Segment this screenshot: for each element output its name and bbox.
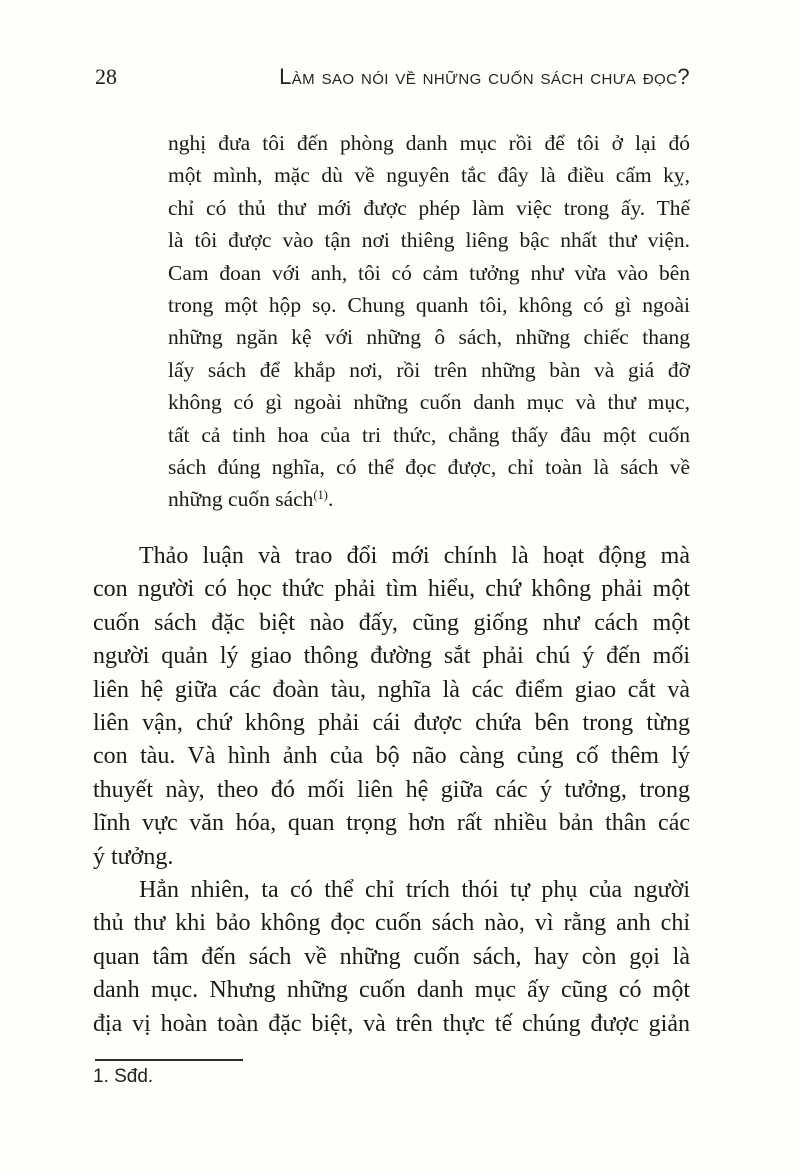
text-line: lĩnh vực văn hóa, quan trọng hơn rất nhiều bản thân các [93,810,690,837]
footnote-ref-marker: (1) [313,488,328,503]
text-line: liên vận, chứ không phải cái được chứa bên trong từng [93,710,690,737]
footnote [93,1066,153,1088]
text-line: Thảo luận và trao đổi mới chính là hoạt động mà [139,543,690,569]
text-line: chỉ có thủ thư mới được phép làm việc trong ấy. Thế [168,195,690,220]
text-line: người quản lý giao thông đường sắt phải chú ý đến mối [93,643,690,670]
text-line: nghị đưa tôi đến phòng danh mục rồi để tôi ở lại đó [168,131,690,155]
paragraph-discussion [93,540,690,874]
text-line: lấy sách để khắp nơi, rồi trên những bàn và giá đỡ [168,357,690,382]
paragraph-librarian [93,874,690,1041]
text-line: thuyết này, theo đó mối liên hệ giữa các ý tưởng, trong [93,776,690,803]
block-quote [168,127,690,516]
quote-last-line [168,483,690,515]
text-line: quan tâm đến sách về những cuốn sách, hay còn gọi là [93,943,690,970]
text-line: Cam đoan với anh, tôi có cảm tưởng như vừa vào bên [168,260,690,285]
page-number: 28 [95,64,117,89]
text-line: con người có học thức phải tìm hiểu, chứ không phải một [93,576,690,603]
footnote-divider [95,1059,243,1061]
text-line: trong một hộp sọ. Chung quanh tôi, không có gì ngoài [168,293,690,318]
quote-last-text: những cuốn sách [168,487,314,512]
text-line: thủ thư khi bảo không đọc cuốn sách nào, vì rằng anh chỉ [93,910,690,937]
text-line: địa vị hoàn toàn đặc biệt, và trên thực tế chúng được giản [93,1010,690,1037]
text-line: danh mục. Nhưng những cuốn danh mục ấy cũng có một [93,977,690,1004]
text-line: những ngăn kệ với những ô sách, những chiếc thang [168,325,690,350]
text-line: một mình, mặc dù về nguyên tắc đây là điều cấm kỵ, [168,163,690,188]
text-line: Hẳn nhiên, ta có thể chỉ trích thói tự phụ của người [139,877,690,904]
text-line: con tàu. Và hình ảnh của bộ não càng củng cố thêm lý [93,743,690,770]
text-line: ý tưởng. [93,843,174,870]
quote-last-period: . [327,487,334,512]
footnote-text: 1. Sđd. [93,1066,154,1087]
text-line: không có gì ngoài những cuốn danh mục và thư mục, [168,390,690,415]
text-line: liên hệ giữa các đoàn tàu, nghĩa là các điểm giao cắt và [93,676,690,703]
page-header [95,64,690,90]
text-line: sách đúng nghĩa, có thể đọc được, chỉ toàn là sách về [168,455,690,480]
text-line: là tôi được vào tận nơi thiêng liêng bậc nhất thư viện. [168,228,690,253]
text-line: cuốn sách đặc biệt nào đấy, cũng giống như cách một [93,609,690,636]
main-text [93,540,690,1041]
text-line: tất cả tinh hoa của tri thức, chẳng thấy đâu một cuốn [168,422,690,447]
running-title: Làm sao nói về những cuốn sách chưa đọc? [279,64,690,89]
quote-lines [168,127,690,483]
